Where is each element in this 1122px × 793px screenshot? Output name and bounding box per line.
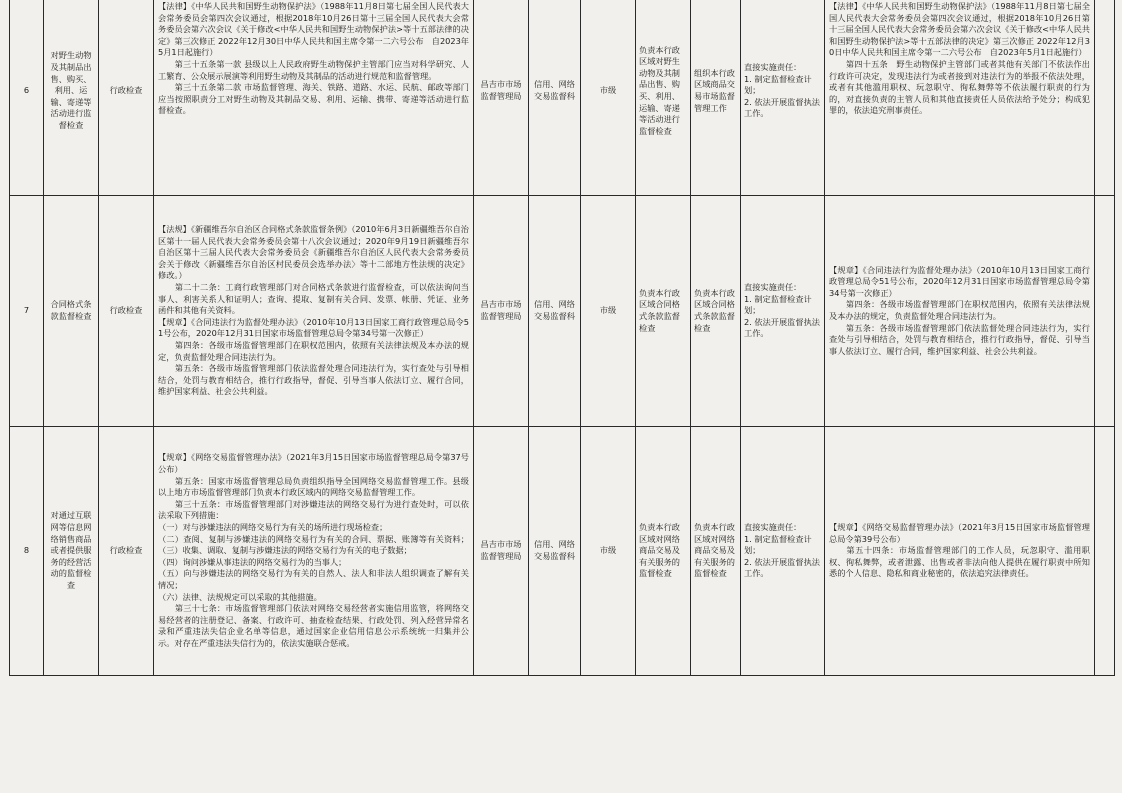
implementing-subject: 昌吉市市场监督管理局: [474, 196, 529, 427]
legal-basis: 【规章】《网络交易监督管理办法》（2021年3月15日国家市场监督管理总局令第37号公布） 第五条：国家市场监督管理总局负责组织指导全国网络交易监督管理工作。县级以上地方市场监督管理部门负责本行政区域内的网络交易监督管理工作。 第三十五条：市场监督管理部门对涉嫌违法的网络交易行为进行查处时，可以依法采取下列措施： （一）对与涉嫌违法的网络交易行为有关的场所进行现场检查； （二）查阅、复制与涉嫌违法的网络交易行为有关的合同、票据、账簿等有关资料；（三）收集、调取、复制与涉嫌违法的网络交易行为有关的电子数据； （四）询问涉嫌从事违法的网络交易行为的当事人； （五）向与涉嫌违法的网络交易行为有关的自然人、法人和非法人组织调查了解有关情况； （六）法律、法规规定可以采取的其他措施。 第三十七条：市场监督管理部门依法对网络交易经营者实施信用监管，将网络交易经营者的注册登记、备案、行政许可、抽查检查结果、行政处罚、列入经营异常名录和严重违法失信企业名单等信息，通过国家企业信用信息公示系统统一归集并公示。对存在严重违法失信行为的，依法实施联合惩戒。: [154, 427, 474, 676]
table-row: [10, 427, 1115, 676]
power-list-table: [9, 0, 1115, 676]
item-name: 对野生动物及其制品出售、购买、利用、运输、寄递等活动进行监督检查: [44, 0, 99, 196]
level: 市级: [581, 0, 636, 196]
responsibility: 负责本行政区域对网络商品交易及有关服务的监督检查: [636, 427, 691, 676]
responsibility: 负责本行政区域对野生动物及其制品出售、购买、利用、运输、寄递等活动进行监督检查: [636, 0, 691, 196]
implementer-duty: 负责本行政区域对网络商品交易及有关服务的监督检查: [691, 427, 741, 676]
item-category: 行政检查: [99, 427, 154, 676]
responsible-office: 信用、网络交易监督科: [529, 0, 581, 196]
table-row: [10, 0, 1115, 196]
row-number: 7: [10, 196, 44, 427]
level: 市级: [581, 196, 636, 427]
implementer-duty: 负责本行政区域合同格式条款监督检查: [691, 196, 741, 427]
legal-basis: 【法律】《中华人民共和国野生动物保护法》（1988年11月8日第七届全国人民代表大会常务委员会第四次会议通过，根据2018年10月26日第十三届全国人民代表大会常务委员会第六次会议《关于修改<中华人民共和国野生动物保护法>等十五部法律的决定》第三次修正 2022年12月30日中华人民共和国主席令第一二六号公布 自2023年5月1日起施行） 第三十五条第一款 县级以上人民政府野生动物保护主管部门应当对科学研究、人工繁育、公众展示展演等利用野生动物及其制品的活动进行规范和监督管理。 第三十五条第二款 市场监督管理、海关、铁路、道路、水运、民航、邮政等部门应当按照职责分工对野生动物及其制品交易、利用、运输、携带、寄递等活动进行监督检查。: [154, 0, 474, 196]
item-name: 对通过互联网等信息网络销售商品或者提供服务的经营活动的监督检查: [44, 427, 99, 676]
implementer-duty: 组织本行政区域商品交易市场监督管理工作: [691, 0, 741, 196]
accountability-basis: 【法律】《中华人民共和国野生动物保护法》（1988年11月8日第七届全国人民代表大会常务委员会第四次会议通过，根据2018年10月26日第十三届全国人民代表大会常务委员会第六次会议《关于修改<中华人民共和国野生动物保护法>等十五部法律的决定》第三次修正 2022年12月30日中华人民共和国主席令第一二六号公布 自2023年5月1日起施行） 第四十五条 野生动物保护主管部门或者其他有关部门不依法作出行政许可决定，发现违法行为或者接到对违法行为的举报不依法处理，或者有其他滥用职权、玩忽职守、徇私舞弊等不依法履行职责的行为的，对直接负责的主管人员和其他直接责任人员依法给予处分；构成犯罪的，依法追究刑事责任。: [825, 0, 1095, 196]
table-row: [10, 196, 1115, 427]
legal-basis: 【法规】《新疆维吾尔自治区合同格式条款监督条例》（2010年6月3日新疆维吾尔自治区第十一届人民代表大会常务委员会第十八次会议通过；2020年9月19日新疆维吾尔自治区第十三届人民代表大会常务委员会《新疆维吾尔自治区人民代表大会常务委员会关于修改〈新疆维吾尔自治区村民委员会选举办法〉等十二部地方性法规的决定》修改。） 第二十二条：工商行政管理部门对合同格式条款进行监督检查，可以依法询问当事人、利害关系人和证明人；查询、提取、复制有关合同、发票、帐册、凭证、业务函件和其他有关资料。 【规章】《合同违法行为监督处理办法》（2010年10月13日国家工商行政管理总局令51号公布，2020年12月31日国家市场监督管理总局令第34号第一次修正） 第四条：各级市场监督管理部门在职权范围内，依照有关法律法规及本办法的规定，负责监督处理合同违法行为。 第五条：各级市场监督管理部门依法监督处理合同违法行为，实行查处与引导相结合，处罚与教育相结合，推行行政指导，督促、引导当事人依法订立、履行合同，维护国家利益、社会公共利益。: [154, 196, 474, 427]
accountability-basis: 【规章】《合同违法行为监督处理办法》（2010年10月13日国家工商行政管理总局令51号公布，2020年12月31日国家市场监督管理总局令第34号第一次修正） 第四条：各级市场监督管理部门在职权范围内，依照有关法律法规及本办法的规定，负责监督处理合同违法行为。 第五条：各级市场监督管理部门依法监督处理合同违法行为，实行查处与引导相结合，处罚与教育相结合，推行行政指导，督促、引导当事人依法订立、履行合同，维护国家利益、社会公共利益。: [825, 196, 1095, 427]
item-name: 合同格式条款监督检查: [44, 196, 99, 427]
remark: [1095, 196, 1115, 427]
row-number: 6: [10, 0, 44, 196]
item-category: 行政检查: [99, 0, 154, 196]
accountability-basis: 【规章】《网络交易监督管理办法》（2021年3月15日国家市场监督管理总局令第39号公布） 第五十四条：市场监督管理部门的工作人员，玩忽职守、滥用职权、徇私舞弊，或者泄露、出售或者非法向他人提供在履行职责中所知悉的个人信息、隐私和商业秘密的，依法追究法律责任。: [825, 427, 1095, 676]
row-number: 8: [10, 427, 44, 676]
implementing-subject: 昌吉市市场监督管理局: [474, 427, 529, 676]
implementation-method: 直接实施责任： 1. 制定监督检查计划； 2. 依法开展监督执法工作。: [741, 427, 825, 676]
implementation-method: 直接实施责任： 1. 制定监督检查计划； 2. 依法开展监督执法工作。: [741, 196, 825, 427]
responsible-office: 信用、网络交易监督科: [529, 196, 581, 427]
responsible-office: 信用、网络交易监督科: [529, 427, 581, 676]
remark: [1095, 427, 1115, 676]
responsibility: 负责本行政区域合同格式条款监督检查: [636, 196, 691, 427]
document-page: [9, 0, 1119, 793]
remark: [1095, 0, 1115, 196]
implementation-method: 直接实施责任： 1. 制定监督检查计划； 2. 依法开展监督执法工作。: [741, 0, 825, 196]
item-category: 行政检查: [99, 196, 154, 427]
level: 市级: [581, 427, 636, 676]
implementing-subject: 昌吉市市场监督管理局: [474, 0, 529, 196]
